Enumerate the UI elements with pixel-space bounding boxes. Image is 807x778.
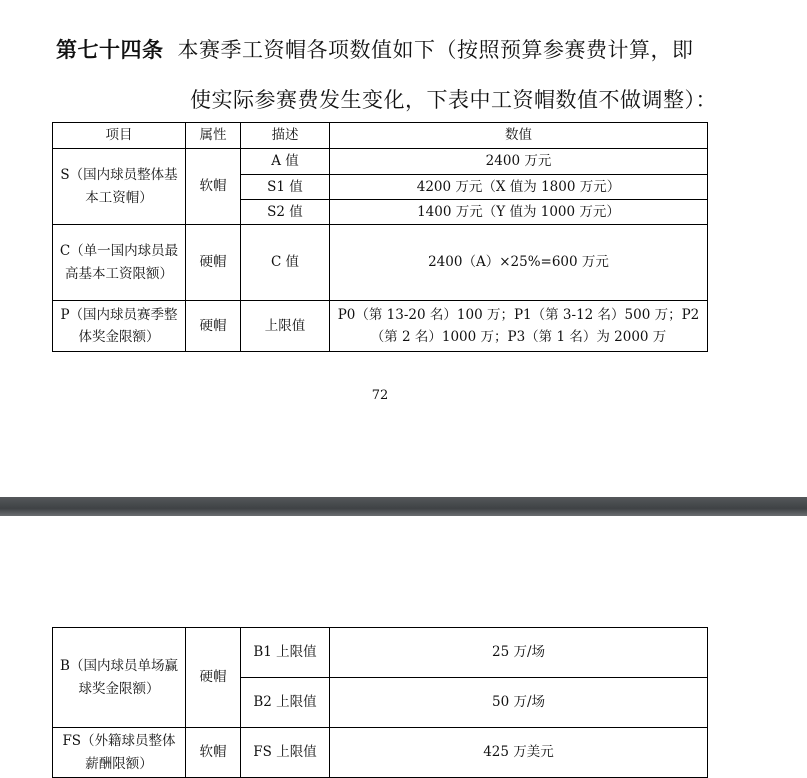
cell-value: 2400 万元 xyxy=(330,149,708,175)
cell-attr-fs: 软帽 xyxy=(186,728,241,778)
cell-item-s: S（国内球员整体基本工资帽） xyxy=(53,149,186,225)
header-attr: 属性 xyxy=(186,123,241,149)
article-number: 第七十四条 xyxy=(56,37,164,62)
cell-value: 25 万/场 xyxy=(330,628,708,678)
cell-attr-s: 软帽 xyxy=(186,149,241,225)
cell-desc: FS 上限值 xyxy=(241,728,330,778)
table-row xyxy=(53,628,708,678)
cell-desc: A 值 xyxy=(241,149,330,175)
cell-desc: B1 上限值 xyxy=(241,628,330,678)
cell-attr-c: 硬帽 xyxy=(186,225,241,301)
header-value: 数值 xyxy=(330,123,708,149)
cell-item-b: B（国内球员单场赢球奖金限额） xyxy=(53,628,186,728)
table-row xyxy=(53,728,708,778)
page-number: 72 xyxy=(371,388,389,403)
table-header-row xyxy=(53,123,708,149)
cell-desc: B2 上限值 xyxy=(241,678,330,728)
cell-attr-b: 硬帽 xyxy=(186,628,241,728)
cell-desc: S1 值 xyxy=(241,175,330,200)
cell-value: 2400（A）×25%=600 万元 xyxy=(330,225,708,301)
cell-value: 50 万/场 xyxy=(330,678,708,728)
cell-value: 425 万美元 xyxy=(330,728,708,778)
header-desc: 描述 xyxy=(241,123,330,149)
cell-desc: C 值 xyxy=(241,225,330,301)
article-line-2: 使实际参赛费发生变化，下表中工资帽数值不做调整）： xyxy=(190,88,717,112)
page-separator xyxy=(0,497,807,516)
article-text-1: 本赛季工资帽各项数值如下（按照预算参赛费计算，即 xyxy=(177,38,694,62)
table-row xyxy=(53,149,708,175)
cell-value: P0（第 13-20 名）100 万；P1（第 3-12 名）500 万；P2（第 2 名）1000 万；P3（第 1 名）为 2000 万 xyxy=(330,301,708,352)
cell-item-c: C（单一国内球员最高基本工资限额） xyxy=(53,225,186,301)
header-item: 项目 xyxy=(53,123,186,149)
table-row xyxy=(53,301,708,352)
salary-cap-table xyxy=(52,122,708,352)
cell-attr-p: 硬帽 xyxy=(186,301,241,352)
cell-item-fs: FS（外籍球员整体薪酬限额） xyxy=(53,728,186,778)
cell-desc: S2 值 xyxy=(241,200,330,225)
cell-desc: 上限值 xyxy=(241,301,330,352)
cell-item-p: P（国内球员赛季整体奖金限额） xyxy=(53,301,186,352)
cell-value: 4200 万元（X 值为 1800 万元） xyxy=(330,175,708,200)
table-row xyxy=(53,225,708,301)
article-line-1 xyxy=(56,34,694,64)
cell-value: 1400 万元（Y 值为 1000 万元） xyxy=(330,200,708,225)
salary-cap-table-continued xyxy=(52,627,708,778)
